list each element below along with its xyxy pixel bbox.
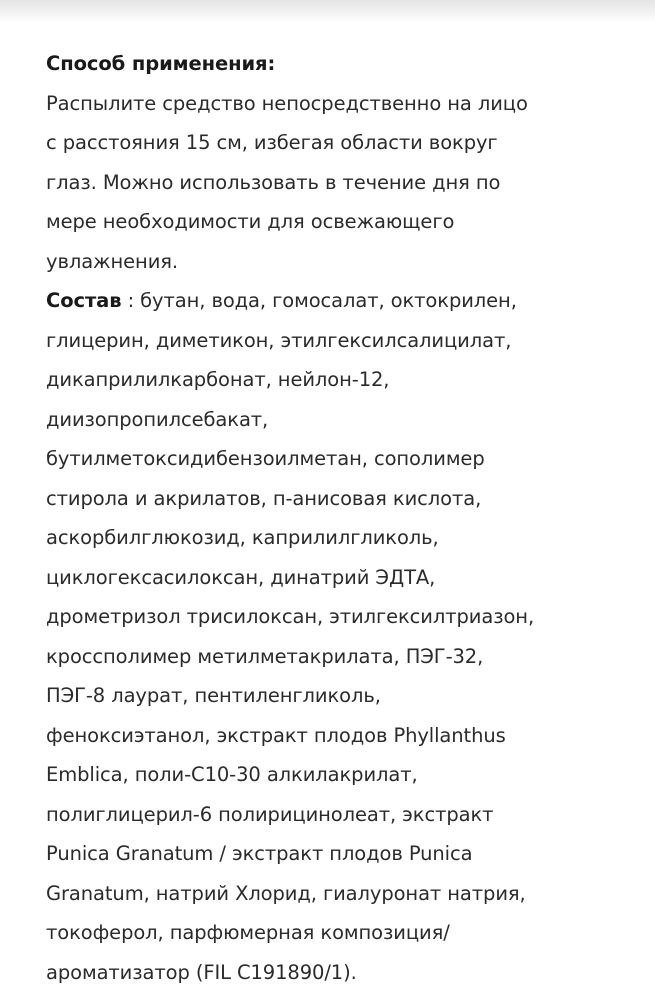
usage-line: увлажнения.: [46, 249, 179, 273]
usage-heading: Способ применения:: [46, 52, 276, 75]
composition-first-line-rest: : бутан, вода, гомосалат, октокрилен,: [121, 289, 517, 312]
composition-line: феноксиэтанол, экстракт плодов Phyllanthus: [46, 723, 506, 747]
composition-line: стирола и акрилатов, п-анисовая кислота,: [46, 486, 482, 510]
usage-line: Распылите средство непосредственно на лицо: [46, 91, 528, 115]
composition-line: бутилметоксидибензоилметан, сополимер: [46, 447, 485, 470]
usage-line: с расстояния 15 см, избегая области вокруг: [46, 131, 498, 154]
composition-line: циклогексасилоксан, динатрий ЭДТА,: [46, 565, 436, 589]
composition-line: кроссполимер метилметакрилата, ПЭГ-32,: [46, 644, 484, 668]
composition-line: дикаприлилкарбонат, нейлон-12,: [46, 368, 390, 391]
composition-line: полиглицерил-6 полирицинолеат, экстракт: [46, 802, 494, 826]
composition-line: диизопропилсебакат,: [46, 407, 269, 431]
composition-line: дрометризол трисилоксан, этилгексилтриазон,: [46, 605, 535, 628]
usage-text: [46, 84, 646, 282]
composition-line: Granatum, натрий Хлорид, гиалуронат натрия,: [46, 881, 526, 905]
composition-label: Состав: [46, 289, 122, 312]
composition-line: Punica Granatum / экстракт плодов Punica: [46, 842, 473, 865]
composition-first-line: [46, 281, 646, 321]
composition-line: Emblica, поли-С10-30 алкилакрилат,: [46, 763, 418, 786]
composition-line: аскорбилглюкозид, каприлилгликоль,: [46, 526, 439, 549]
product-description: [46, 44, 646, 992]
usage-line: глаз. Можно использовать в течение дня по: [46, 170, 501, 194]
composition-line: токоферол, парфюмерная композиция/: [46, 921, 450, 944]
top-shadow: [0, 0, 655, 22]
composition-line: глицерин, диметикон, этилгексилсалицилат,: [46, 328, 512, 352]
usage-line: мере необходимости для освежающего: [46, 210, 455, 233]
composition-line: ароматизатор (FIL C191890/1).: [46, 960, 357, 984]
composition-text: [46, 281, 646, 992]
composition-line: ПЭГ-8 лаурат, пентиленгликоль,: [46, 684, 381, 707]
